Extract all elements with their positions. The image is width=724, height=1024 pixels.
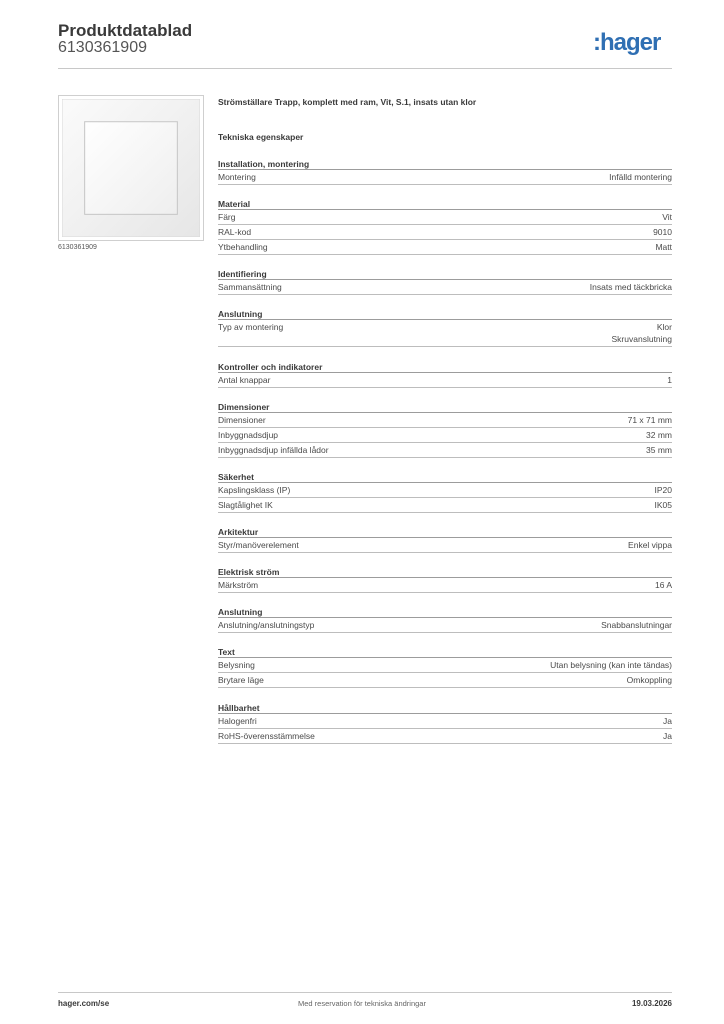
section-title: Installation, montering — [218, 158, 672, 170]
property-label: Sammansättning — [218, 282, 282, 292]
section-title: Anslutning — [218, 308, 672, 320]
property-values — [628, 414, 672, 426]
property-label: Anslutning/anslutningstyp — [218, 620, 315, 630]
property-row — [218, 618, 672, 633]
header-divider — [58, 68, 672, 69]
property-value: IP20 — [654, 485, 672, 495]
property-label: Märkström — [218, 580, 259, 590]
property-section — [218, 308, 672, 347]
product-title: Strömställare Trapp, komplett med ram, Vit, S.1, insats utan klor — [218, 97, 477, 107]
property-label: Inbyggnadsdjup infällda lådor — [218, 445, 329, 455]
property-value: 35 mm — [646, 445, 672, 455]
property-section — [218, 526, 672, 553]
content-column — [218, 97, 672, 744]
switch-image — [62, 99, 200, 237]
property-label: Typ av montering — [218, 322, 284, 332]
property-values — [609, 171, 672, 183]
property-value: Utan belysning (kan inte tändas) — [550, 660, 672, 670]
property-value: 71 x 71 mm — [627, 415, 672, 425]
property-row — [218, 483, 672, 498]
property-label: Halogenfri — [218, 716, 257, 726]
property-value: 16 A — [654, 580, 672, 590]
product-image — [58, 95, 204, 241]
section-title: Material — [218, 198, 672, 210]
property-section — [218, 401, 672, 458]
section-title: Dimensioner — [218, 401, 672, 413]
properties-sections — [218, 158, 672, 744]
footer-date: 19.03.2026 — [631, 999, 672, 1008]
property-row — [218, 413, 672, 428]
section-title: Hållbarhet — [218, 702, 672, 714]
property-label: RAL-kod — [218, 227, 252, 237]
property-value: IK05 — [654, 500, 672, 510]
property-section — [218, 702, 672, 744]
property-label: Färg — [218, 212, 236, 222]
property-values — [663, 715, 672, 727]
property-section — [218, 361, 672, 388]
property-section — [218, 198, 672, 255]
property-values — [663, 730, 672, 742]
property-row — [218, 320, 672, 347]
property-label: Dimensioner — [218, 415, 266, 425]
property-row — [218, 170, 672, 185]
property-value: Matt — [655, 242, 672, 252]
property-row — [218, 729, 672, 744]
properties-heading: Tekniska egenskaper — [218, 132, 304, 142]
property-section — [218, 566, 672, 593]
property-label: Slagtålighet IK — [218, 500, 273, 510]
property-values — [550, 659, 672, 671]
property-row — [218, 658, 672, 673]
section-title: Text — [218, 646, 672, 658]
property-value: Snabbanslutningar — [601, 620, 672, 630]
property-label: RoHS-överensstämmelse — [218, 731, 315, 741]
property-values — [646, 429, 672, 441]
hager-logo-text: :hager — [593, 29, 661, 56]
property-row — [218, 498, 672, 513]
property-row — [218, 373, 672, 388]
property-row — [218, 443, 672, 458]
property-row — [218, 578, 672, 593]
section-title: Kontroller och indikatorer — [218, 361, 672, 373]
property-label: Ytbehandling — [218, 242, 268, 252]
property-label: Antal knappar — [218, 375, 271, 385]
property-row — [218, 280, 672, 295]
property-values — [653, 226, 672, 238]
property-values — [646, 444, 672, 456]
property-value: Ja — [663, 716, 672, 726]
footer-disclaimer: Med reservation för tekniska ändringar — [298, 999, 426, 1008]
property-value: Vit — [662, 212, 672, 222]
property-label: Belysning — [218, 660, 255, 670]
property-value: 1 — [667, 375, 672, 385]
property-value: 32 mm — [646, 430, 672, 440]
property-row — [218, 210, 672, 225]
property-label: Montering — [218, 172, 256, 182]
property-value: Insats med täckbricka — [589, 282, 672, 292]
property-value: Skruvanslutning — [611, 334, 672, 344]
document-number: 6130361909 — [58, 39, 147, 56]
property-label: Styr/manöverelement — [218, 540, 299, 550]
property-values — [667, 374, 672, 386]
property-label: Brytare läge — [218, 675, 264, 685]
section-title: Säkerhet — [218, 471, 672, 483]
property-values — [655, 484, 673, 496]
property-row — [218, 225, 672, 240]
property-section — [218, 158, 672, 185]
property-row — [218, 428, 672, 443]
property-value: Enkel vippa — [628, 540, 672, 550]
footer-divider — [58, 992, 672, 993]
image-caption: 6130361909 — [58, 244, 97, 251]
property-values — [590, 281, 672, 293]
section-title: Arkitektur — [218, 526, 672, 538]
property-values — [655, 241, 672, 253]
property-section — [218, 471, 672, 513]
property-values — [655, 579, 672, 591]
property-value: Ja — [663, 731, 672, 741]
section-title: Identifiering — [218, 268, 672, 280]
property-row — [218, 240, 672, 255]
hager-logo — [593, 29, 673, 57]
property-row — [218, 714, 672, 729]
property-label: Kapslingsklass (IP) — [218, 485, 291, 495]
property-values — [612, 321, 672, 345]
property-values — [627, 674, 672, 686]
property-row — [218, 673, 672, 688]
footer-website: hager.com/se — [58, 999, 110, 1008]
property-value: Klor — [656, 322, 672, 332]
page-title: Produktdatablad — [58, 21, 193, 40]
property-value: Infälld montering — [609, 172, 672, 182]
property-label: Inbyggnadsdjup — [218, 430, 279, 440]
section-title: Anslutning — [218, 606, 672, 618]
property-section — [218, 606, 672, 633]
property-value: 9010 — [653, 227, 672, 237]
property-value: Omkoppling — [626, 675, 672, 685]
switch-rocker — [85, 122, 178, 215]
property-values — [601, 619, 672, 631]
property-values — [628, 539, 672, 551]
section-title: Elektrisk ström — [218, 566, 672, 578]
property-row — [218, 538, 672, 553]
property-values — [662, 211, 672, 223]
property-values — [655, 499, 673, 511]
property-section — [218, 268, 672, 295]
property-section — [218, 646, 672, 688]
